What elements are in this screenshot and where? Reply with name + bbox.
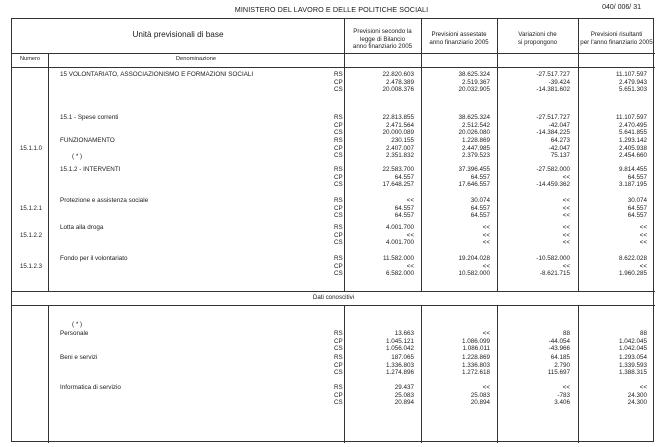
cell-assestate: 2.519.367 [461, 78, 490, 86]
cell-assestate: 1.336.803 [461, 361, 490, 369]
cell-legge: 64.557 [394, 204, 414, 212]
cell-legge: 22.813.855 [382, 114, 414, 121]
table-title: Unità previsionali di base [132, 30, 224, 39]
cell-assestate: 64.557 [470, 212, 490, 219]
row-number: 15.1.2.2 [20, 232, 43, 239]
cell-legge: 22.583.700 [382, 166, 414, 173]
row-label: 15.1.2 - INTERVENTI [60, 166, 121, 173]
cell-variazioni: << [562, 212, 570, 219]
cell-assestate: << [482, 384, 490, 391]
cell-variazioni: 88 [562, 330, 570, 337]
col-prev-risultanti-header: Previsioni risultanti per l'anno finanziario 2005 [580, 31, 653, 46]
cell-assestate: 37.396.455 [458, 166, 490, 173]
row-type-rs: RS [334, 197, 343, 204]
section-dati-conoscitivi: Dati conoscitivi [312, 294, 355, 301]
row-label: 15 VOLONTARIATO, ASSOCIAZIONISMO E FORMAZIONI SOCIALI [60, 71, 254, 78]
row-type-rs: RS [334, 255, 343, 262]
cell-assestate: 64.557 [470, 204, 490, 212]
cell-assestate: 1.228.869 [461, 354, 490, 361]
row-type-cp: CP [334, 173, 343, 181]
col-prev-assestate-header: Previsioni assestate anno finanziario 2005 [429, 31, 489, 46]
cell-variazioni: -27.517.727 [536, 114, 570, 121]
cell-assestate: << [482, 330, 490, 337]
cell-assestate: 19.204.028 [458, 255, 490, 262]
cell-variazioni: << [562, 204, 570, 212]
cell-assestate: 38.625.324 [458, 114, 490, 121]
cell-variazioni: -44.054 [548, 337, 570, 345]
cell-risultanti: 2.479.943 [618, 78, 647, 86]
page-code: 040/ 006/ 31 [602, 4, 641, 11]
cell-variazioni: << [562, 262, 570, 270]
cell-risultanti: 88 [639, 330, 647, 337]
cell-risultanti: 64.557 [627, 204, 647, 212]
cell-variazioni: -42.047 [548, 144, 570, 152]
cell-variazioni: << [562, 231, 570, 239]
cell-legge: 64.557 [394, 212, 414, 219]
row-type-rs: RS [334, 224, 343, 231]
cell-legge: 1.045.121 [385, 337, 414, 345]
row-label: Fondo per il volontariato [60, 255, 128, 262]
row-type-rs: RS [334, 71, 343, 78]
cell-assestate: 2.379.523 [461, 152, 490, 159]
cell-legge: 6.582.000 [385, 270, 414, 277]
cell-risultanti: 2.454.660 [618, 152, 647, 159]
cell-risultanti: 1.293.054 [618, 354, 647, 361]
cell-legge: 29.437 [394, 384, 414, 391]
row-type-rs: RS [334, 166, 343, 173]
row-type-cp: CP [334, 78, 343, 86]
cell-assestate: 10.582.000 [458, 270, 490, 277]
cell-variazioni: 64.273 [550, 137, 570, 144]
cell-risultanti: 8.622.028 [618, 255, 647, 262]
row-label: Lotta alla droga [60, 224, 104, 231]
cell-assestate: 25.083 [470, 391, 490, 399]
row-label: Personale [60, 330, 89, 337]
cell-legge: 4.001.700 [385, 239, 414, 246]
cell-variazioni: -8.621.715 [539, 270, 570, 277]
cell-risultanti: 1.042.045 [618, 345, 647, 352]
cell-risultanti: 30.074 [627, 197, 647, 204]
row-label: Protezione e assistenza sociale [60, 197, 149, 204]
cell-assestate: 2.447.985 [461, 144, 490, 152]
cell-assestate: << [482, 231, 490, 239]
row-type-rs: RS [334, 137, 343, 144]
row-number: 15.1.2.1 [20, 205, 43, 212]
cell-variazioni: -39.424 [548, 78, 570, 86]
cell-risultanti: << [639, 239, 647, 246]
cell-variazioni: -43.966 [548, 345, 570, 352]
cell-variazioni: 2.790 [554, 361, 570, 369]
cell-assestate: 20.032.905 [458, 86, 490, 93]
cell-legge: 187.065 [391, 354, 414, 361]
row-type-cs: CS [334, 369, 343, 376]
row-type-cs: CS [334, 181, 343, 188]
row-type-cs: CS [334, 212, 343, 219]
cell-risultanti: 1.960.285 [618, 270, 647, 277]
cell-legge: << [406, 262, 414, 270]
cell-risultanti: 2.470.495 [618, 121, 647, 129]
cell-legge: 2.471.564 [385, 121, 414, 129]
cell-risultanti: << [639, 384, 647, 391]
row-type-cs: CS [334, 152, 343, 159]
row-type-rs: RS [334, 114, 343, 121]
cell-legge: 230.155 [391, 137, 414, 144]
cell-assestate: << [482, 224, 490, 231]
row-label: 15.1 - Spese correnti [60, 114, 119, 121]
cell-assestate: 20.026.080 [458, 129, 490, 136]
cell-risultanti: 1.339.593 [618, 361, 647, 369]
cell-variazioni: << [562, 224, 570, 231]
cell-assestate: 64.557 [470, 173, 490, 181]
cell-variazioni: 64.185 [550, 354, 570, 361]
cell-legge: 20.000.089 [382, 129, 414, 136]
cell-risultanti: 64.557 [627, 173, 647, 181]
cell-legge: 22.820.603 [382, 71, 414, 78]
row-type-cp: CP [334, 391, 343, 399]
row-note: ( * ) [72, 321, 83, 328]
cell-legge: 64.557 [394, 173, 414, 181]
cell-variazioni: << [562, 197, 570, 204]
cell-legge: 2.351.832 [385, 152, 414, 159]
cell-assestate: 1.086.011 [462, 345, 490, 352]
cell-variazioni: << [562, 173, 570, 181]
row-type-cp: CP [334, 204, 343, 212]
cell-legge: 20.008.376 [382, 86, 414, 93]
row-type-cp: CP [334, 144, 343, 152]
cell-risultanti: << [639, 224, 647, 231]
cell-legge: 1.274.896 [385, 369, 414, 376]
cell-legge: 2.407.007 [385, 144, 414, 152]
cell-variazioni: 115.697 [547, 369, 570, 376]
cell-assestate: 1.086.099 [461, 337, 490, 345]
cell-assestate: 20.894 [470, 399, 490, 406]
cell-legge: 11.582.000 [382, 255, 414, 262]
cell-assestate: 38.625.324 [458, 71, 490, 78]
row-type-cs: CS [334, 239, 343, 246]
row-type-cp: CP [334, 121, 343, 129]
cell-risultanti: 1.042.045 [618, 337, 647, 345]
cell-assestate: 30.074 [470, 197, 490, 204]
cell-assestate: 1.228.869 [461, 137, 490, 144]
cell-legge: 1.056.042 [385, 345, 414, 352]
row-type-rs: RS [334, 354, 343, 361]
cell-risultanti: 11.107.597 [615, 114, 647, 121]
row-type-rs: RS [334, 330, 343, 337]
cell-variazioni: -10.582.000 [536, 255, 570, 262]
cell-legge: 25.083 [394, 391, 414, 399]
budget-table [11, 18, 654, 442]
cell-risultanti: 2.405.938 [618, 144, 647, 152]
cell-assestate: 17.646.557 [458, 181, 490, 188]
cell-legge: 2.478.389 [385, 78, 414, 86]
cell-risultanti: 3.187.195 [618, 181, 647, 188]
row-type-cp: CP [334, 337, 343, 345]
cell-risultanti: 64.557 [627, 212, 647, 219]
ministry-title: MINISTERO DEL LAVORO E DELLE POLITICHE SOCIALI [234, 5, 429, 14]
row-type-cs: CS [334, 129, 343, 136]
row-number: 15.1.1.0 [20, 145, 43, 152]
cell-variazioni: -14.381.602 [536, 86, 570, 93]
cell-risultanti: 9.814.455 [618, 166, 647, 173]
cell-legge: 20.894 [394, 399, 414, 406]
cell-assestate: 2.512.542 [461, 121, 490, 129]
cell-variazioni: -27.517.727 [536, 71, 570, 78]
cell-risultanti: 1.293.142 [618, 137, 647, 144]
col-numero-header: Numero [20, 56, 40, 62]
cell-risultanti: 5.651.303 [618, 86, 647, 93]
row-label: FUNZIONAMENTO [60, 137, 115, 144]
row-label: Informatica di servizio [60, 384, 121, 391]
cell-risultanti: 1.388.315 [618, 369, 647, 376]
row-number: 15.1.2.3 [20, 263, 43, 270]
cell-assestate: 1.272.618 [461, 369, 490, 376]
cell-risultanti: 5.641.855 [618, 129, 647, 136]
row-type-cp: CP [334, 231, 343, 239]
col-denominazione-header: Denominazione [175, 56, 217, 62]
cell-legge: 17.648.257 [382, 181, 414, 188]
row-type-cs: CS [334, 399, 343, 406]
cell-risultanti: 24.300 [627, 391, 647, 399]
cell-legge: << [406, 197, 414, 204]
col-variazioni-header: Variazioni che si propongono [517, 31, 558, 46]
cell-variazioni: 3.406 [554, 399, 570, 406]
cell-risultanti: << [639, 231, 647, 239]
cell-assestate: << [482, 262, 490, 270]
row-type-cp: CP [334, 361, 343, 369]
row-type-cp: CP [334, 262, 343, 270]
cell-variazioni: -14.384.225 [536, 129, 570, 136]
cell-risultanti: 24.300 [627, 399, 647, 406]
cell-variazioni: -27.582.000 [536, 166, 570, 173]
row-type-cs: CS [334, 86, 343, 93]
cell-variazioni: -42.047 [548, 121, 570, 129]
cell-variazioni: << [562, 239, 570, 246]
row-type-rs: RS [334, 384, 343, 391]
row-note: ( * ) [72, 153, 83, 160]
col-prev-legge-header: Previsioni secondo la legge di Bilancio anno finanziario 2005 [352, 28, 413, 50]
cell-variazioni: 75.137 [550, 152, 570, 159]
cell-risultanti: 11.107.597 [615, 71, 647, 78]
cell-legge: 13.663 [394, 330, 414, 337]
row-type-cs: CS [334, 345, 343, 352]
cell-legge: 1.336.803 [385, 361, 414, 369]
cell-assestate: << [482, 239, 490, 246]
cell-variazioni: -783 [557, 391, 570, 399]
cell-legge: << [406, 231, 414, 239]
row-label: Beni e servizi [60, 354, 98, 361]
cell-variazioni: -14.459.362 [536, 181, 570, 188]
cell-legge: 4.001.700 [385, 224, 414, 231]
cell-variazioni: << [562, 384, 570, 391]
cell-risultanti: << [639, 262, 647, 270]
row-type-cs: CS [334, 270, 343, 277]
